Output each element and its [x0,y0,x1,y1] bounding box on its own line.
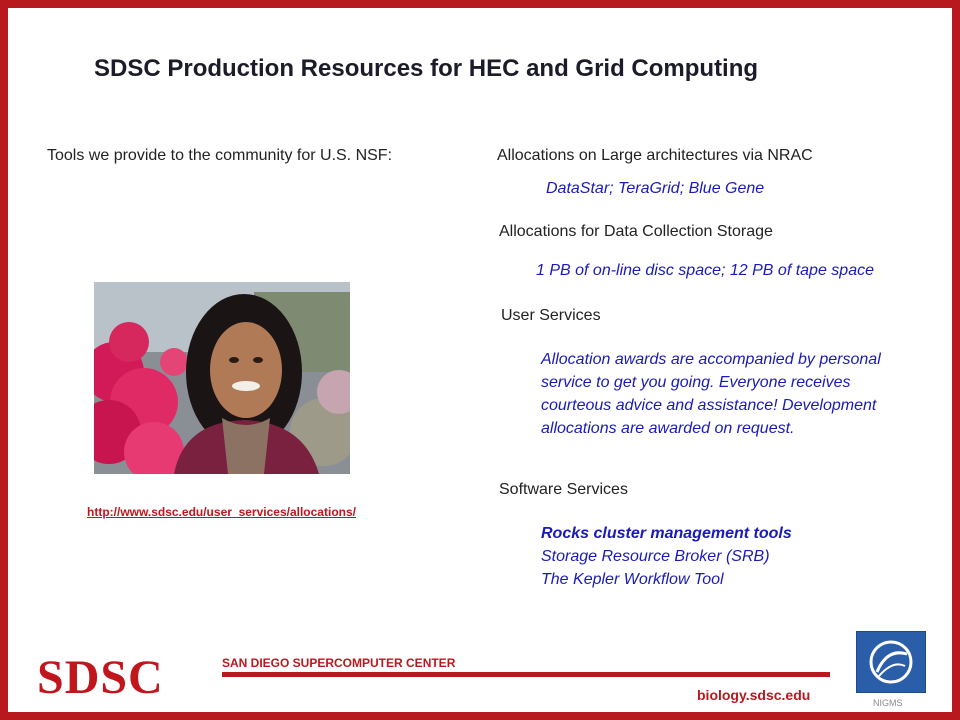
frame-right [952,0,960,720]
section-detail-user-services: Allocation awards are accompanied by personal service to get you going. Everyone receives courteous advice and assistance! Development allocations are awarded on request. [541,351,881,437]
section-heading-software: Software Services [499,481,628,498]
staff-photo [94,282,350,474]
software-item: Storage Resource Broker (SRB) [541,548,770,565]
software-list [541,522,792,591]
section-heading-user-services: User Services [501,307,601,324]
sdsc-logo: SDSC [37,651,164,704]
center-name: SAN DIEGO SUPERCOMPUTER CENTER [222,656,456,670]
page-title: SDSC Production Resources for HEC and Grid Computing [94,55,759,82]
nigms-logo [856,631,926,693]
section-detail-storage: 1 PB of on-line disc space; 12 PB of tape space [536,262,874,279]
site-url: biology.sdsc.edu [697,687,811,703]
software-item: Rocks cluster management tools [541,525,792,542]
section-heading-nrac: Allocations on Large architectures via NRAC [497,147,813,164]
section-detail-nrac: DataStar; TeraGrid; Blue Gene [546,180,765,197]
section-heading-storage: Allocations for Data Collection Storage [499,223,773,240]
frame-bottom [0,712,960,720]
nigms-label: NIGMS [873,698,903,708]
intro-text: Tools we provide to the community for U.S. NSF: [47,147,393,164]
allocations-link[interactable]: http://www.sdsc.edu/user_services/allocations/ [87,505,356,519]
frame-left [0,0,8,720]
footer-rule [222,672,830,677]
frame-top [0,0,960,8]
nigms-emblem-icon [857,632,925,692]
software-item: The Kepler Workflow Tool [541,571,724,588]
